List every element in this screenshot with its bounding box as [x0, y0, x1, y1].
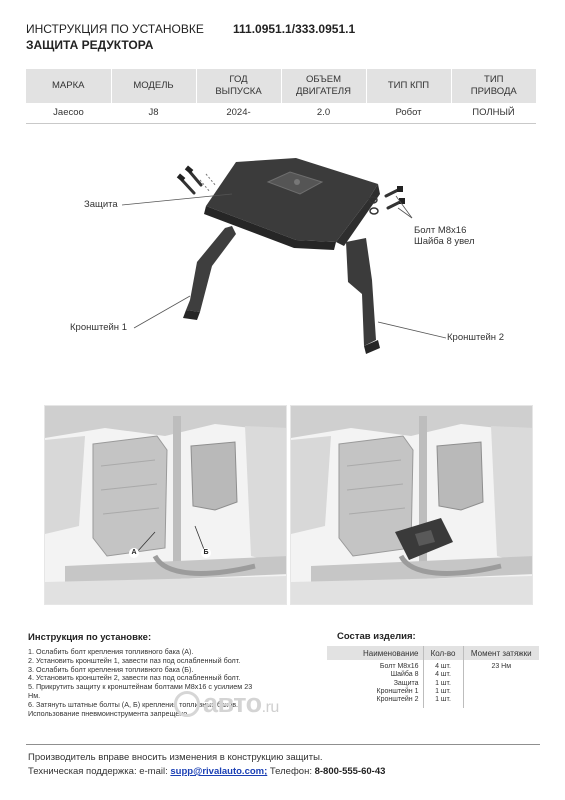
- bracket-2-drawing: [346, 238, 380, 354]
- spec-engine: 2.0: [281, 103, 366, 123]
- spec-brand: Jaecoo: [26, 103, 111, 123]
- label-protection: Защита: [84, 199, 118, 210]
- table-row: Шайба 8 4 шт.: [327, 671, 539, 679]
- document-header: [26, 22, 546, 58]
- vehicle-spec-table: [26, 69, 536, 124]
- spec-gearbox: Робот: [366, 103, 451, 123]
- spec-col-brand: МАРКА: [26, 69, 111, 103]
- footer-divider: [26, 744, 540, 745]
- spec-year: 2024-: [196, 103, 281, 123]
- spec-value-row: [26, 103, 536, 123]
- marker-lines: [45, 406, 287, 605]
- label-bolt: Болт М8х16: [414, 225, 467, 236]
- marker-a: А: [129, 548, 139, 558]
- table-row: Болт М8х16 4 шт. 23 Нм: [327, 660, 539, 671]
- instructions-title: Инструкция по установке:: [28, 632, 152, 643]
- parts-diagram-drawing: [0, 150, 565, 390]
- spec-drive: ПОЛНЫЙ: [451, 103, 536, 123]
- marker-b: Б: [201, 548, 211, 558]
- footer-notice: Производитель вправе вносить изменения в конструкцию защиты.: [28, 752, 323, 763]
- bolt-left-drawing: [177, 166, 216, 193]
- instruction-step: Использование пневмоинструмента запрещено.: [28, 708, 190, 718]
- photo-before-install: [44, 405, 287, 605]
- watermark: [203, 688, 279, 719]
- table-row: Кронштейн 1 1 шт.: [327, 688, 539, 696]
- spec-col-engine: ОБЪЕМ ДВИГАТЕЛЯ: [281, 69, 366, 103]
- spec-model: J8: [111, 103, 196, 123]
- instruction-step: 2. Установить кронштейн 1, завести паз под ослабленный болт.: [28, 655, 241, 665]
- spec-col-drive: ТИП ПРИВОДА: [451, 69, 536, 103]
- composition-title: Состав изделия:: [337, 631, 416, 642]
- parts-diagram: [0, 150, 565, 390]
- spec-col-year: ГОД ВЫПУСКА: [196, 69, 281, 103]
- phone-label: Телефон:: [267, 766, 312, 777]
- bracket-1-drawing: [183, 226, 236, 320]
- composition-col-torque: Момент затяжки: [463, 646, 539, 660]
- support-email-link[interactable]: supp@rivalauto.com;: [170, 766, 268, 777]
- composition-col-qty: Кол-во: [423, 646, 463, 660]
- document-type: ИНСТРУКЦИЯ ПО УСТАНОВКЕ: [26, 22, 204, 36]
- watermark-tld: .ru: [261, 699, 279, 716]
- instruction-step: 3. Ослабить болт крепления топливного бака (Б).: [28, 664, 194, 674]
- table-row: Защита 1 шт.: [327, 680, 539, 688]
- composition-header-row: [327, 646, 539, 660]
- label-bracket-1: Кронштейн 1: [70, 322, 127, 333]
- spec-col-gearbox: ТИП КПП: [366, 69, 451, 103]
- instruction-step: Нм.: [28, 690, 41, 700]
- underbody-drawing-after: [291, 406, 533, 605]
- composition-col-name: Наименование: [327, 646, 423, 660]
- instruction-step: 5. Прикрутить защиту к кронштейнам болтами М8х16 с усилием 23: [28, 682, 253, 692]
- composition-table: [327, 646, 539, 708]
- watermark-text: авто: [203, 688, 262, 718]
- instruction-step: 6. Затянуть штатные болты (А, Б) крепления топливных баков.: [28, 699, 239, 709]
- table-row: Кронштейн 2 1 шт.: [327, 696, 539, 708]
- spec-header-row: [26, 69, 536, 103]
- spec-col-model: МОДЕЛЬ: [111, 69, 196, 103]
- instruction-step: 4. Установить кронштейн 2, завести паз под ослабленный болт.: [28, 673, 241, 683]
- article-number: 111.0951.1/333.0951.1: [233, 22, 356, 36]
- watermark-logo-icon: [174, 691, 200, 717]
- label-washer: Шайба 8 увел: [414, 236, 475, 247]
- support-label: Техническая поддержка: e-mail:: [28, 766, 171, 777]
- footer-contacts: [28, 766, 385, 777]
- instruction-step: 1. Ослабить болт крепления топливного бака (А).: [28, 647, 194, 656]
- label-bracket-2: Кронштейн 2: [447, 332, 504, 343]
- photo-after-install: [290, 405, 533, 605]
- product-title: ЗАЩИТА РЕДУКТОРА: [26, 38, 154, 52]
- support-phone: 8-800-555-60-43: [311, 766, 386, 777]
